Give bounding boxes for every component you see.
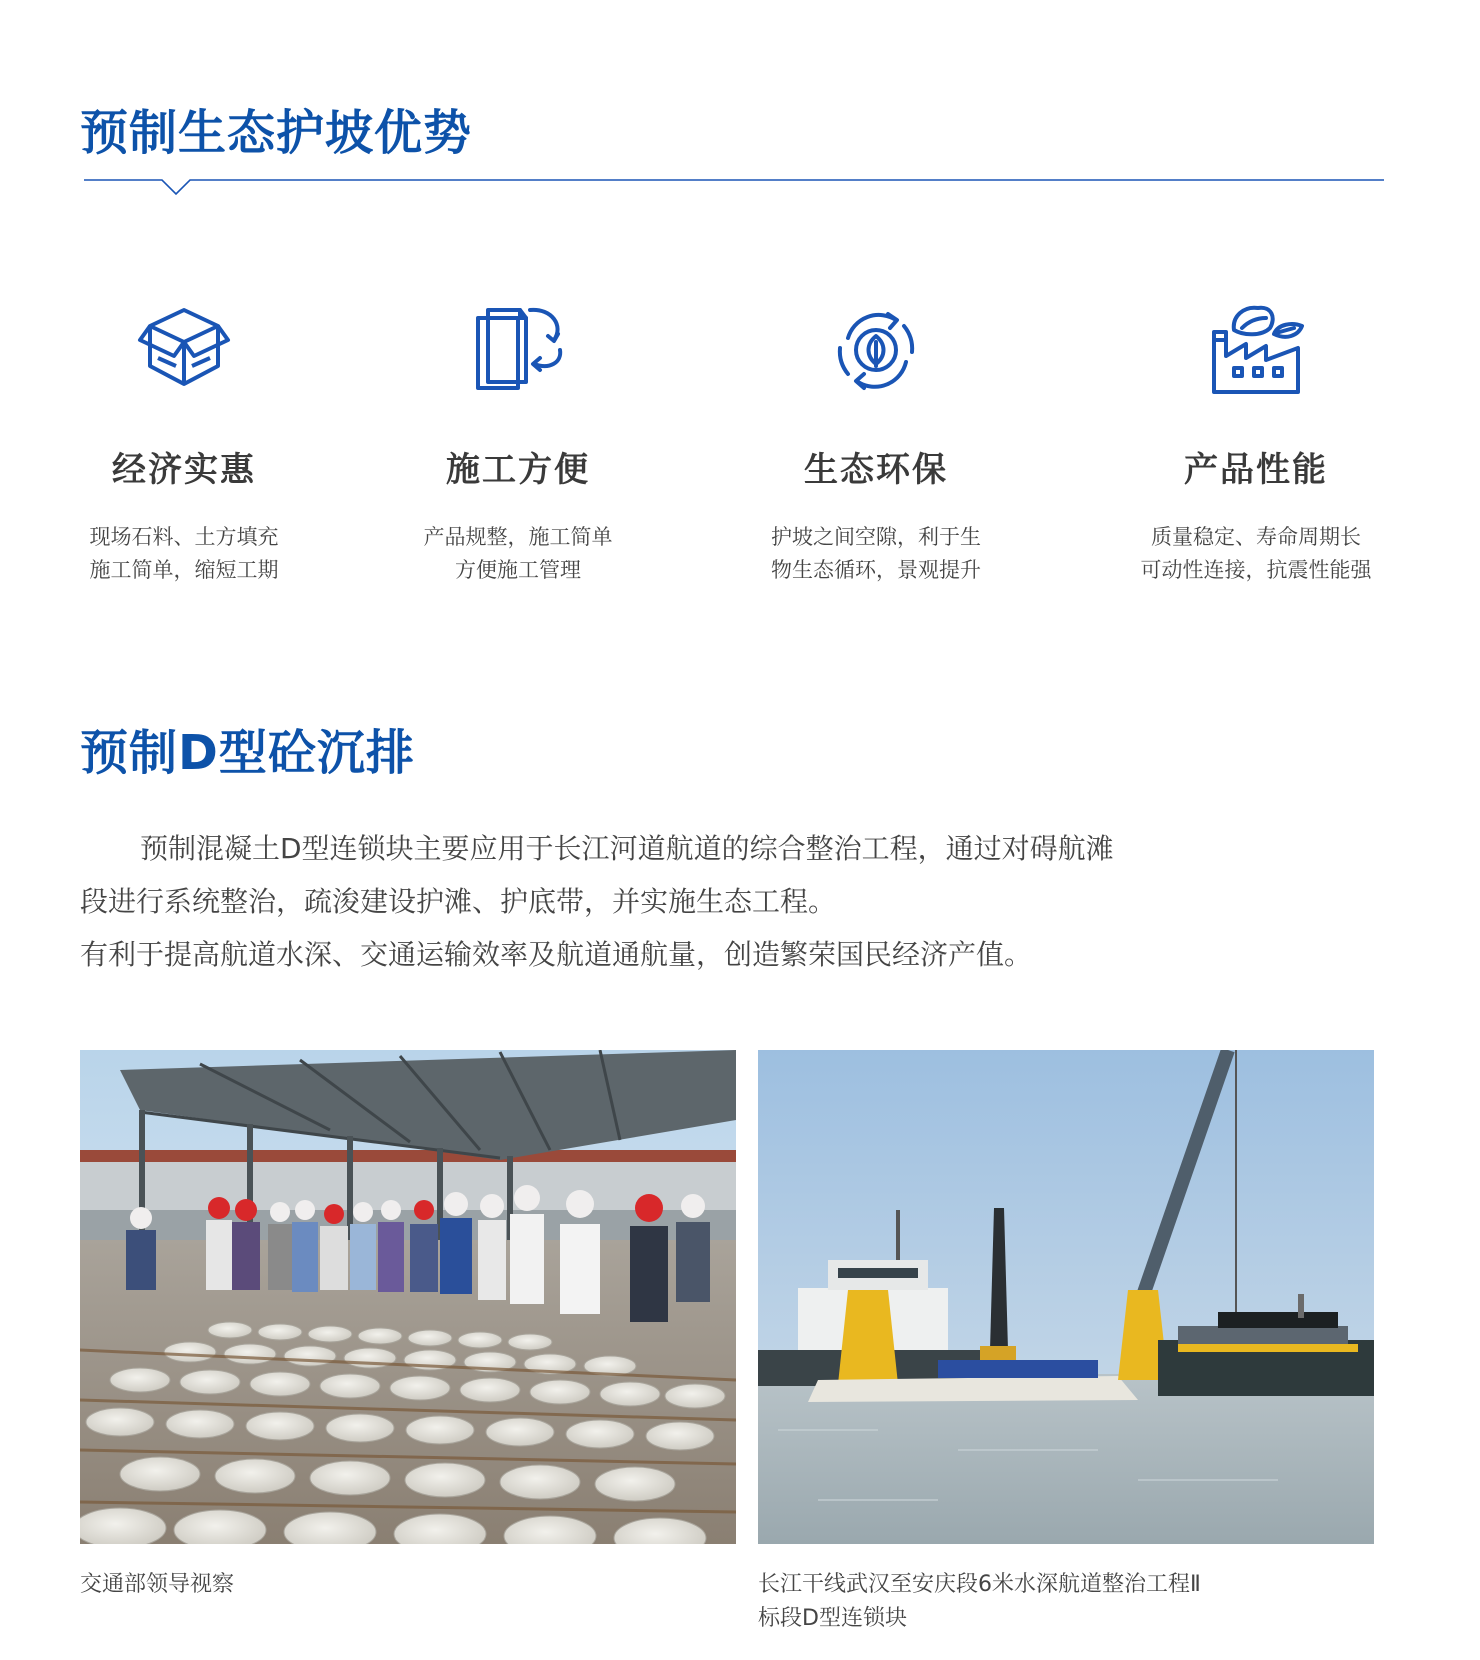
feature-title: 经济实惠 xyxy=(112,450,256,490)
box-icon xyxy=(134,300,234,400)
feature-description xyxy=(54,521,314,587)
section-title-advantages: 预制生态护坡优势 xyxy=(80,105,473,161)
feature-eco-friendly xyxy=(746,300,1006,587)
feature-title: 施工方便 xyxy=(446,450,590,490)
feature-desc-line: 产品规整，施工简单 xyxy=(423,525,613,549)
feature-desc-line: 护坡之间空隙，利于生 xyxy=(771,525,981,549)
intro-line: 预制混凝土D型连锁块主要应用于长江河道航道的综合整治工程，通过对碍航滩 xyxy=(140,832,1114,865)
title-divider xyxy=(84,176,1384,204)
feature-description xyxy=(388,521,648,587)
feature-description xyxy=(746,521,1006,587)
feature-description xyxy=(1126,521,1386,587)
intro-line: 有利于提高航道水深、交通运输效率及航道通航量，创造繁荣国民经济产值。 xyxy=(80,938,1033,971)
eco-factory-icon xyxy=(1206,300,1306,400)
caption-line: 标段D型连锁块 xyxy=(758,1606,907,1631)
leaf-recycle-icon xyxy=(826,300,926,400)
feature-performance xyxy=(1126,300,1386,587)
feature-desc-line: 方便施工管理 xyxy=(455,558,581,582)
section-title-d-block: 预制D型砼沉排 xyxy=(80,725,415,781)
intro-paragraph xyxy=(80,822,1400,981)
documents-cycle-icon xyxy=(468,300,568,400)
photo-caption xyxy=(758,1568,1201,1636)
feature-economical xyxy=(54,300,314,587)
feature-title: 生态环保 xyxy=(804,450,948,490)
river-project-photo xyxy=(758,1050,1374,1544)
feature-convenient xyxy=(388,300,648,587)
caption-line: 长江干线武汉至安庆段6米水深航道整治工程Ⅱ xyxy=(758,1572,1201,1597)
feature-desc-line: 施工简单，缩短工期 xyxy=(89,558,279,582)
feature-desc-line: 现场石料、土方填充 xyxy=(89,525,279,549)
feature-desc-line: 质量稳定、寿命周期长 xyxy=(1151,525,1361,549)
feature-desc-line: 物生态循环，景观提升 xyxy=(771,558,981,582)
photo-caption xyxy=(80,1568,234,1602)
feature-desc-line: 可动性连接，抗震性能强 xyxy=(1140,558,1372,582)
intro-line: 段进行系统整治，疏浚建设护滩、护底带，并实施生态工程。 xyxy=(80,885,837,918)
inspection-photo xyxy=(80,1050,736,1544)
caption-line: 交通部领导视察 xyxy=(80,1572,235,1597)
feature-title: 产品性能 xyxy=(1184,450,1328,490)
